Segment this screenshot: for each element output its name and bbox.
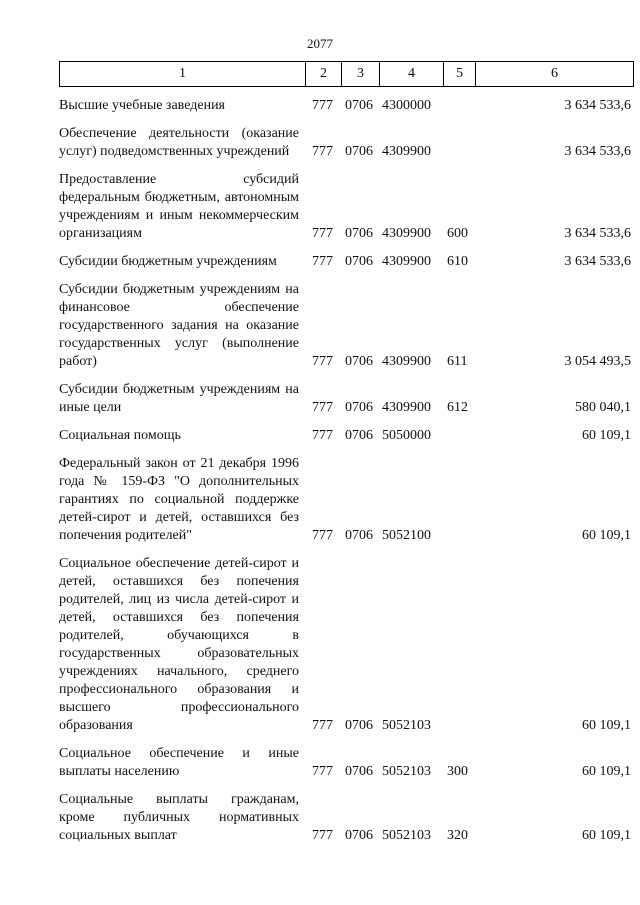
- line-item-name: Субсидии бюджетным учреждениям: [59, 254, 277, 269]
- ministry-code: 777: [312, 254, 333, 269]
- budget-table-body: [59, 90, 633, 848]
- expense-type-code: [443, 420, 475, 448]
- amount: 3 634 533,6: [564, 144, 631, 159]
- column-header-table: [59, 61, 634, 87]
- amount: 60 109,1: [582, 718, 631, 733]
- table-row: [59, 164, 633, 246]
- ministry-code: 777: [312, 718, 333, 733]
- target-article-code: 4309900: [382, 144, 431, 159]
- target-article-code: 4309900: [382, 226, 431, 241]
- section-code: 0706: [345, 828, 373, 843]
- expense-type-code: [443, 548, 475, 738]
- section-code: 0706: [345, 400, 373, 415]
- table-row: [59, 448, 633, 548]
- target-article-code: 5052103: [382, 718, 431, 733]
- line-item-name: Социальное обеспечение и иные выплаты населению: [59, 746, 299, 779]
- ministry-code: 777: [312, 528, 333, 543]
- table-row: [59, 374, 633, 420]
- table-row: [59, 738, 633, 784]
- expense-type-code: 600: [447, 226, 468, 241]
- ministry-code: 777: [312, 354, 333, 369]
- table-row: [59, 784, 633, 848]
- column-header-row: [60, 62, 634, 87]
- line-item-name: Субсидии бюджетным учреждениям на иные цели: [59, 382, 299, 415]
- target-article-code: 4309900: [382, 354, 431, 369]
- section-code: 0706: [345, 144, 373, 159]
- target-article-code: 5050000: [382, 428, 431, 443]
- table-row: [59, 246, 633, 274]
- budget-table: [59, 90, 633, 848]
- amount: 3 634 533,6: [564, 98, 631, 113]
- target-article-code: 5052103: [382, 764, 431, 779]
- section-code: 0706: [345, 718, 373, 733]
- expense-type-code: [443, 448, 475, 548]
- line-item-name: Социальные выплаты гражданам, кроме публичных нормативных социальных выплат: [59, 792, 299, 843]
- amount: 60 109,1: [582, 764, 631, 779]
- line-item-name: Высшие учебные заведения: [59, 98, 225, 113]
- section-code: 0706: [345, 354, 373, 369]
- section-code: 0706: [345, 98, 373, 113]
- expense-type-code: [443, 118, 475, 164]
- target-article-code: 5052100: [382, 528, 431, 543]
- column-header-4: 4: [380, 62, 444, 87]
- page-number: 2077: [307, 36, 333, 51]
- line-item-name: Субсидии бюджетным учреждениям на финансовое обеспечение государственного задания на оказание государственных услуг (выполнение работ): [59, 282, 299, 369]
- table-row: [59, 118, 633, 164]
- ministry-code: 777: [312, 98, 333, 113]
- expense-type-code: 300: [447, 764, 468, 779]
- ministry-code: 777: [312, 400, 333, 415]
- line-item-name: Социальное обеспечение детей-сирот и детей, оставшихся без попечения родителей, лиц из числа детей-сирот и детей, оставшихся без попечения родителей, обучающихся в государственных образовательных учреждениях начального, среднего профессионального образования и высшего профессионального образования: [59, 556, 299, 733]
- amount: 3 634 533,6: [564, 226, 631, 241]
- ministry-code: 777: [312, 144, 333, 159]
- amount: 3 054 493,5: [564, 354, 631, 369]
- table-row: [59, 90, 633, 118]
- target-article-code: 4309900: [382, 400, 431, 415]
- ministry-code: 777: [312, 226, 333, 241]
- column-header-6: 6: [476, 62, 634, 87]
- section-code: 0706: [345, 254, 373, 269]
- amount: 3 634 533,6: [564, 254, 631, 269]
- ministry-code: 777: [312, 764, 333, 779]
- section-code: 0706: [345, 226, 373, 241]
- line-item-name: Обеспечение деятельности (оказание услуг) подведомственных учреждений: [59, 126, 299, 159]
- table-row: [59, 420, 633, 448]
- ministry-code: 777: [312, 828, 333, 843]
- expense-type-code: [443, 90, 475, 118]
- table-row: [59, 548, 633, 738]
- section-code: 0706: [345, 528, 373, 543]
- column-header-5: 5: [444, 62, 476, 87]
- amount: 60 109,1: [582, 828, 631, 843]
- table-row: [59, 274, 633, 374]
- expense-type-code: 611: [447, 354, 468, 369]
- column-header-1: 1: [60, 62, 306, 87]
- expense-type-code: 320: [447, 828, 468, 843]
- expense-type-code: 610: [447, 254, 468, 269]
- section-code: 0706: [345, 428, 373, 443]
- line-item-name: Предоставление субсидий федеральным бюджетным, автономным учреждениям и иным некоммерческим организациям: [59, 172, 299, 241]
- target-article-code: 5052103: [382, 828, 431, 843]
- amount: 580 040,1: [575, 400, 631, 415]
- ministry-code: 777: [312, 428, 333, 443]
- target-article-code: 4300000: [382, 98, 431, 113]
- line-item-name: Федеральный закон от 21 декабря 1996 года № 159-ФЗ "О дополнительных гарантиях по социальной поддержке детей-сирот и детей, оставшихся без попечения родителей": [59, 456, 299, 543]
- target-article-code: 4309900: [382, 254, 431, 269]
- amount: 60 109,1: [582, 528, 631, 543]
- amount: 60 109,1: [582, 428, 631, 443]
- line-item-name: Социальная помощь: [59, 428, 181, 443]
- expense-type-code: 612: [447, 400, 468, 415]
- column-header-3: 3: [342, 62, 380, 87]
- section-code: 0706: [345, 764, 373, 779]
- column-header-2: 2: [306, 62, 342, 87]
